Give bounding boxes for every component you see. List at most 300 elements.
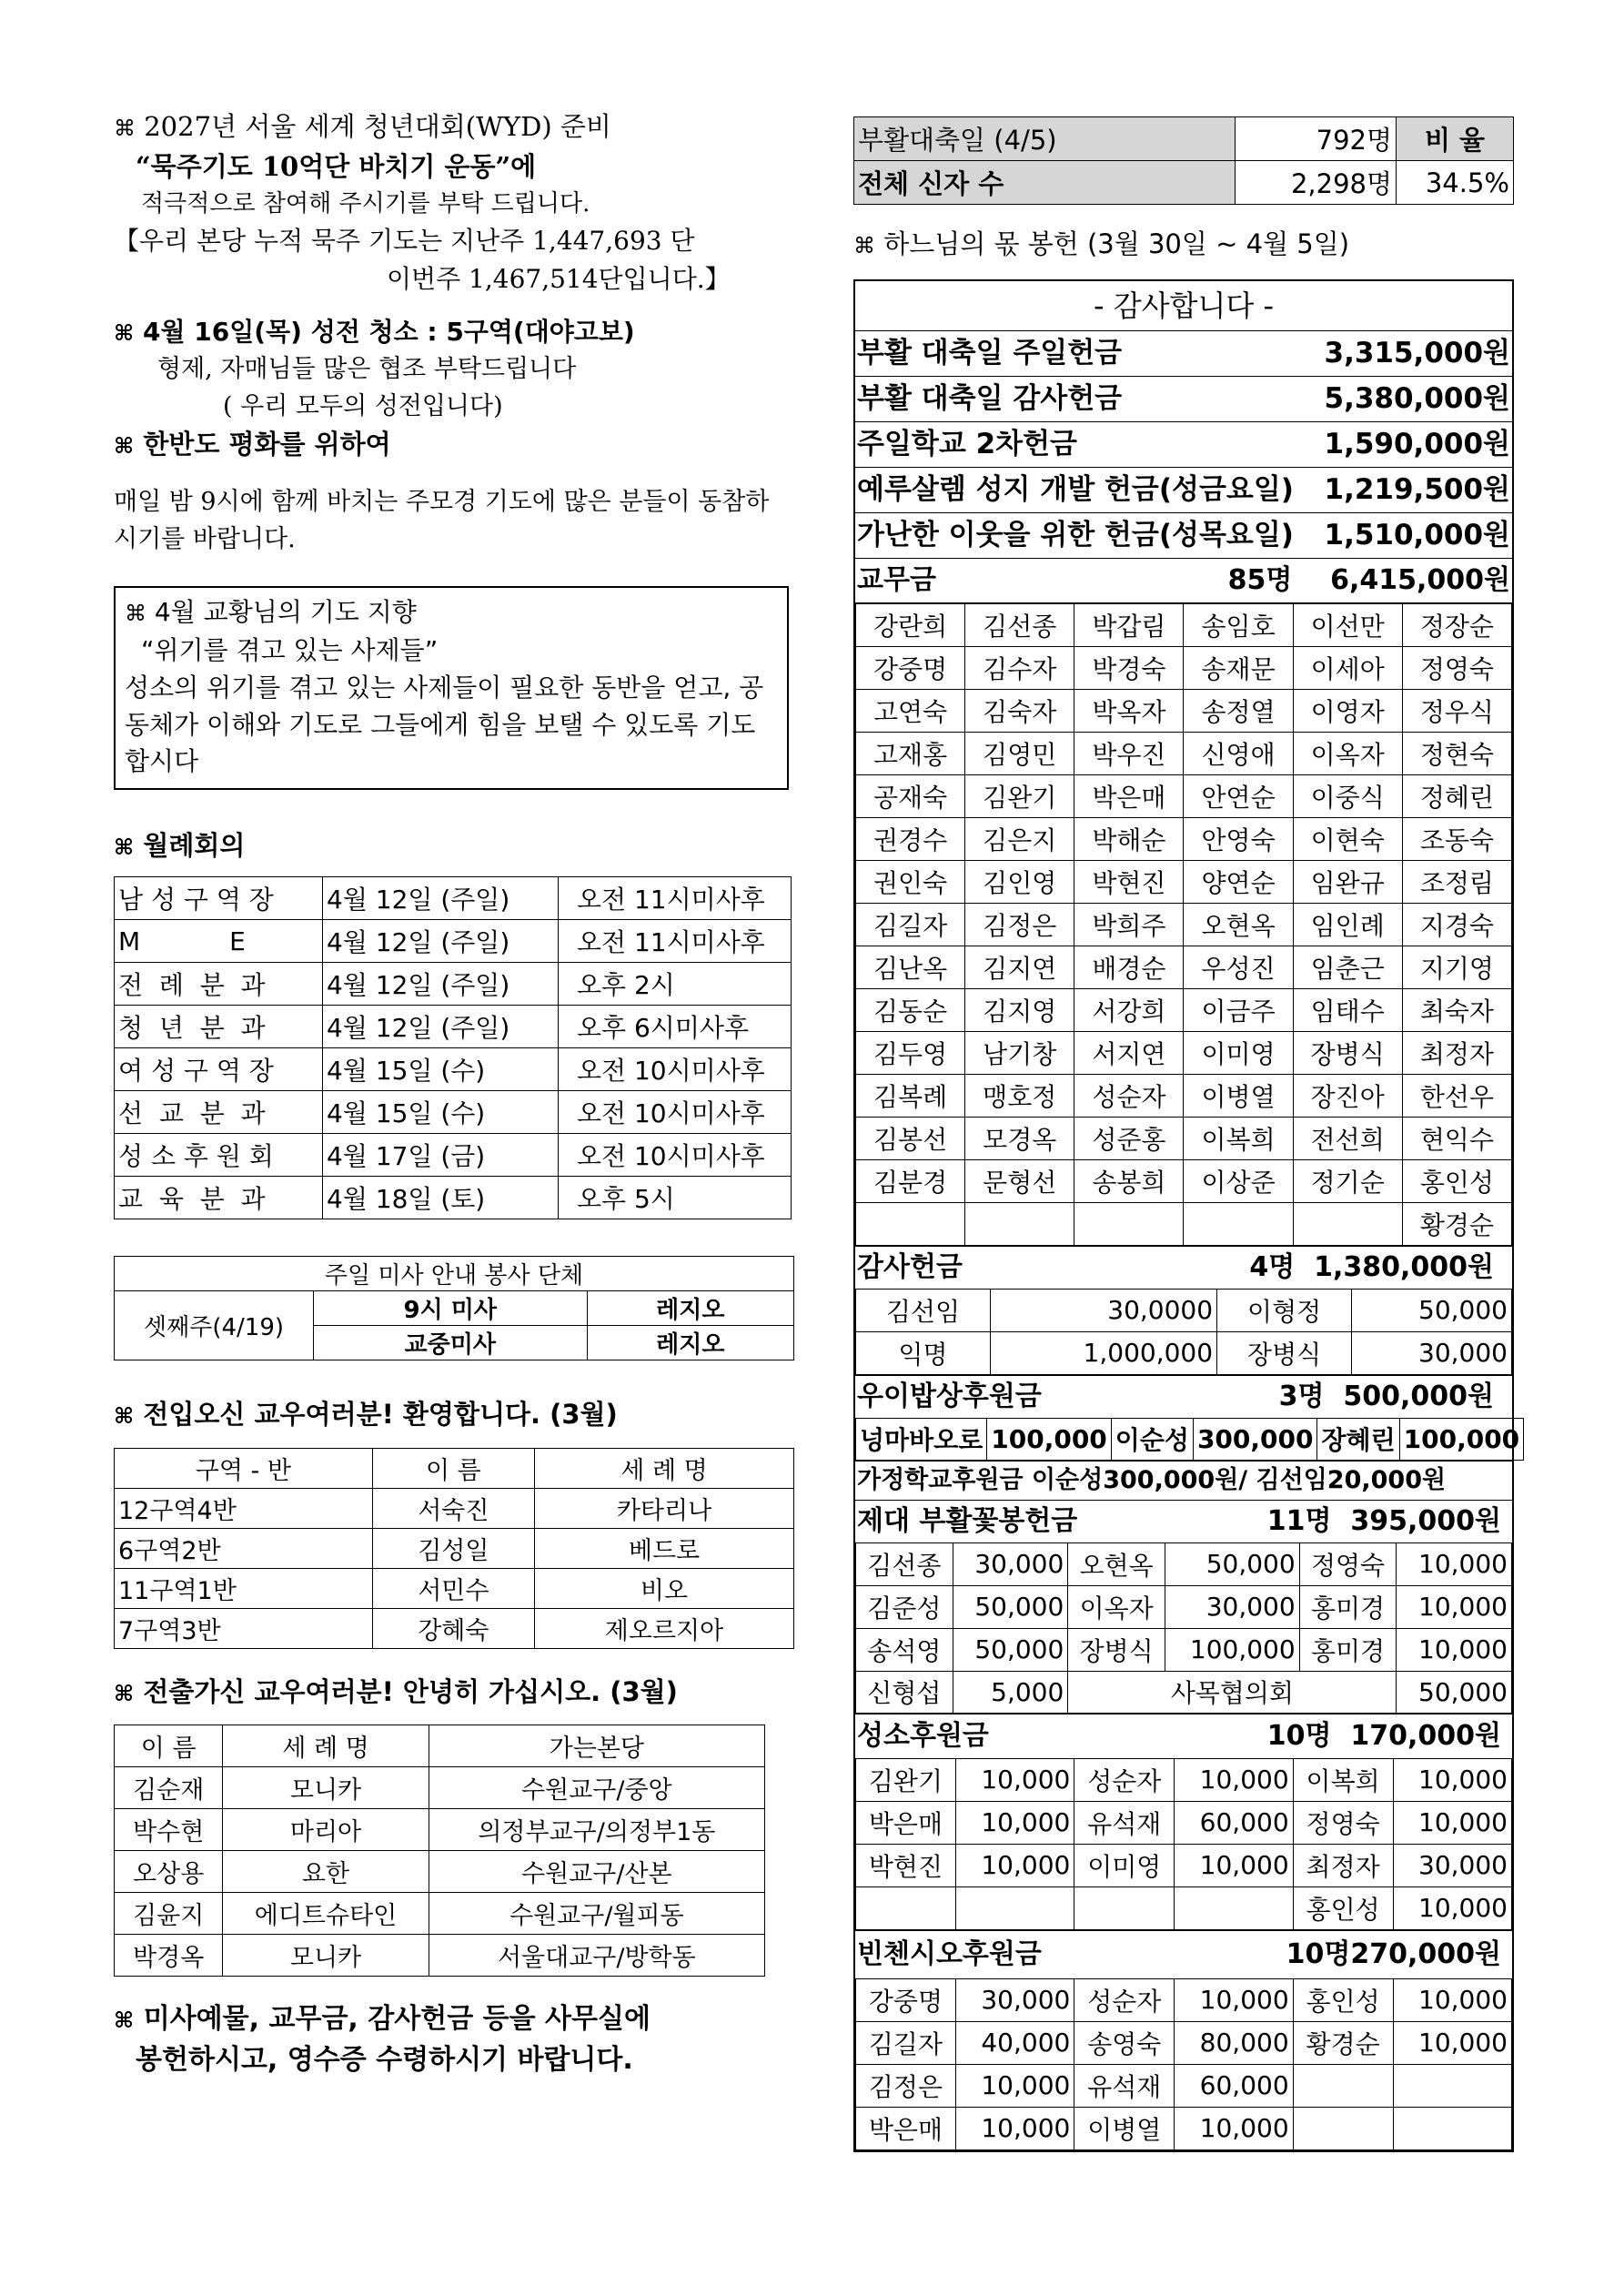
table-row [856,1202,1512,1245]
vocation-count: 10명 [1266,1719,1332,1752]
offering-amount: 3,315,000원 [1324,336,1510,369]
table-row [115,1134,792,1177]
table-cell: 모니카 [223,1767,429,1809]
offering-box [853,279,1520,2152]
donor-name: 김영민 [965,732,1074,774]
donor-name: 장진아 [1293,1074,1402,1117]
donor-name: 박해순 [1074,817,1184,860]
donor-amount [955,1886,1074,1929]
donor-name: 이형정 [1217,1289,1352,1331]
donor-amount: 10,000 [1397,1628,1512,1671]
vincent-header [855,1930,1512,1978]
attendance-value: 2,298명 [1236,161,1397,205]
donor-name: 이병열 [1074,2107,1175,2149]
column-header: 세 례 명 [535,1448,794,1488]
donor-name: 문형선 [965,1159,1074,1202]
offering-item [855,468,1512,513]
donor-name: 정영숙 [1299,1542,1397,1585]
donor-name: 강중명 [856,1978,956,2021]
table-row [856,1031,1512,1074]
donor-name: 유석재 [1074,1801,1175,1844]
meeting-date: 4월 12일 (주일) [323,963,559,1006]
donor-name: 정우식 [1402,689,1511,732]
table-row [856,1801,1512,1844]
donor-name: 박은매 [856,2107,956,2149]
offering-label: 예루살렘 성지 개발 헌금(성금요일) [857,472,1294,506]
donor-name: 권경수 [856,817,965,860]
office-notice [114,1998,796,2080]
thanksgiving-label: 감사헌금 [857,1250,963,1283]
donor-name: 이병열 [1184,1074,1293,1117]
meal-label: 우이밥상후원금 [857,1380,1042,1412]
meal-amount: 500,000원 [1343,1380,1494,1412]
right-column [853,116,1519,2152]
donor-amount: 100,000 [987,1418,1112,1460]
donor-name: 성준홍 [1074,1117,1184,1159]
vocation-header [855,1714,1512,1758]
donor-name: 이옥자 [1293,732,1402,774]
ratio-label: 비 율 [1397,117,1514,161]
moveout-table [114,1725,765,1977]
gyomu-label: 교무금 [857,563,936,596]
donor-name: 박은매 [1074,774,1184,817]
table-row [856,1886,1512,1929]
meeting-date: 4월 15일 (수) [323,1091,559,1134]
vincent-table [855,1978,1512,2150]
donor-amount: 10,000 [955,1801,1074,1844]
donor-name: 김봉선 [856,1117,965,1159]
donor-amount: 80,000 [1175,2021,1293,2064]
wyd-line4: 【우리 본당 누적 묵주 기도는 지난주 1,447,693 단 [114,226,695,256]
offering-heading: 하느님의 몫 봉헌 (3월 30일 ~ 4월 5일) [883,228,1350,259]
donor-amount: 10,000 [955,1844,1074,1886]
table-cell: 수원교구/중앙 [429,1767,764,1809]
bullet-icon: ⌘ [853,233,875,258]
donor-name: 정영숙 [1293,1801,1393,1844]
donor-name: 김준성 [856,1585,953,1628]
donor-name: 성순자 [1074,1978,1175,2021]
donor-name: 정혜린 [1402,774,1511,817]
donor-amount: 1,000,000 [991,1331,1217,1374]
donor-name: 맹호정 [965,1074,1074,1117]
gyomu-header [855,559,1512,603]
table-cell: 박경옥 [115,1935,223,1977]
donor-name [1293,1202,1402,1245]
donor-amount: 10,000 [1393,1978,1511,2021]
guide-mass: 교중미사 [314,1326,588,1360]
donor-amount: 30,000 [955,1978,1074,2021]
meal-count: 3명 [1278,1380,1325,1412]
table-row [856,1074,1512,1117]
donor-name: 우성진 [1184,946,1293,988]
pope-title: 4월 교황님의 기도 지향 [154,597,417,628]
wyd-section [114,107,796,298]
donor-name: 유석재 [1074,2064,1175,2107]
flower-amount: 395,000원 [1350,1504,1501,1537]
flower-label: 제대 부활꽃봉헌금 [857,1504,1078,1537]
donor-amount: 10,000 [1393,1758,1511,1801]
meeting-date: 4월 12일 (주일) [323,920,559,963]
donor-amount: 30,000 [1165,1585,1299,1628]
table-row [856,646,1512,689]
pope-text: 성소의 위기를 겪고 있는 사제들이 필요한 동반을 얻고, 공동체가 이해와 기도로 그들에게 힘을 보탤 수 있도록 기도합시다 [125,673,764,777]
home-school-line: 가정학교후원금 이순성300,000원/ 김선임20,000원 [855,1461,1512,1500]
bullet-icon: ⌘ [114,433,135,459]
pope-quote: “위기를 겪고 있는 사제들” [141,635,439,666]
table-row [856,1117,1512,1159]
table-cell: 7구역3반 [115,1608,373,1648]
table-row [115,877,792,920]
donor-amount [1175,1886,1293,1929]
attendance-label: 부활대축일 (4/5) [854,117,1236,161]
guide-week: 셋째주(4/19) [115,1291,314,1360]
column-header: 이 름 [372,1448,534,1488]
table-row [115,1893,765,1935]
donor-name: 송임호 [1184,603,1293,646]
column-header: 구역 - 반 [115,1448,373,1488]
donor-amount: 50,000 [953,1628,1068,1671]
meeting-group: 성 소 후 원 회 [115,1134,323,1177]
table-row [856,1159,1512,1202]
vocation-label: 성소후원금 [857,1719,989,1752]
donor-name: 김길자 [856,903,965,946]
meeting-date: 4월 18일 (토) [323,1177,559,1219]
meeting-date: 4월 17일 (금) [323,1134,559,1177]
donor-name: 박현진 [1074,860,1184,903]
donor-name: 정현숙 [1402,732,1511,774]
table-row [856,689,1512,732]
donor-name: 임태수 [1293,988,1402,1031]
table-row [115,1851,765,1893]
donor-amount: 10,000 [1175,2107,1293,2149]
thanksgiving-amount: 1,380,000원 [1314,1250,1494,1283]
donor-amount: 10,000 [955,2064,1074,2107]
column-header: 세 례 명 [223,1725,429,1767]
donor-name: 성순자 [1074,1074,1184,1117]
donor-name: 고재홍 [856,732,965,774]
donor-name: 이현숙 [1293,817,1402,860]
offering-amount: 5,380,000원 [1324,381,1510,415]
table-row [856,2021,1512,2064]
meeting-time: 오후 5시 [559,1177,792,1219]
donor-name: 김지영 [965,988,1074,1031]
attendance-table [853,116,1514,205]
table-row [856,817,1512,860]
donor-amount: 10,000 [1175,1978,1293,2021]
table-row [115,1048,792,1091]
offering-item [855,331,1512,377]
table-cell: 김순재 [115,1767,223,1809]
donor-amount: 10,000 [1393,1801,1511,1844]
donor-amount: 50,000 [1397,1671,1512,1713]
donor-name: 정영숙 [1402,646,1511,689]
meeting-date: 4월 12일 (주일) [323,1006,559,1048]
donor-amount: 10,000 [1175,1844,1293,1886]
donor-name: 송봉희 [1074,1159,1184,1202]
table-row [115,1177,792,1219]
donor-name: 이옥자 [1068,1585,1165,1628]
table-row [856,2064,1512,2107]
donor-name: 김수자 [965,646,1074,689]
table-row [856,1844,1512,1886]
donor-amount: 30,000 [1393,1844,1511,1886]
donor-name: 임인례 [1293,903,1402,946]
donor-name: 장병식 [1217,1331,1352,1374]
movein-table [114,1448,794,1649]
left-column [114,107,796,2080]
donor-amount: 100,000 [1165,1628,1299,1671]
donor-name: 익명 [856,1331,991,1374]
donor-name: 조정림 [1402,860,1511,903]
donor-name: 정기순 [1293,1159,1402,1202]
cleaning-line1: 형제, 자매님들 많은 협조 부탁드립니다 [157,355,577,383]
column-header: 이 름 [115,1725,223,1767]
table-row [856,732,1512,774]
donor-name: 이복희 [1293,1758,1393,1801]
donor-amount: 100,000 [1399,1418,1524,1460]
donor-name: 안영숙 [1184,817,1293,860]
donor-name: 장병식 [1293,1031,1402,1074]
table-cell: 마리아 [223,1809,429,1851]
guide-mass: 9시 미사 [314,1291,588,1326]
donor-name: 홍미경 [1299,1628,1397,1671]
table-row [115,963,792,1006]
table-cell: 베드로 [535,1528,794,1568]
donor-amount: 50,000 [1165,1542,1299,1585]
donor-amount: 10,000 [955,1758,1074,1801]
table-row [115,1935,765,1977]
table-row [856,1628,1512,1671]
table-row [856,603,1512,646]
donor-amount: 10,000 [1175,1758,1293,1801]
table-cell: 요한 [223,1851,429,1893]
donor-amount: 5,000 [953,1671,1068,1713]
meeting-group: M E [115,920,323,963]
donor-name: 정장순 [1402,603,1511,646]
donor-amount [1393,2064,1511,2107]
table-cell: 박수현 [115,1809,223,1851]
monthly-meeting-table [114,876,792,1219]
meeting-time: 오후 2시 [559,963,792,1006]
donor-name: 황경순 [1402,1202,1511,1245]
table-row [115,1006,792,1048]
table-row [115,1488,794,1528]
donor-name: 박갑림 [1074,603,1184,646]
donor-name: 강란희 [856,603,965,646]
guide-group: 레지오 [587,1326,793,1360]
flower-count: 11명 [1266,1504,1332,1537]
donor-name: 현익수 [1402,1117,1511,1159]
table-row [856,903,1512,946]
donor-name [1293,2107,1393,2149]
donor-name: 이미영 [1184,1031,1293,1074]
table-cell: 에디트슈타인 [223,1893,429,1935]
donor-name: 이상준 [1184,1159,1293,1202]
table-row [856,1585,1512,1628]
donor-name: 강중명 [856,646,965,689]
donor-amount: 10,000 [1393,2021,1511,2064]
donor-name: 오현옥 [1184,903,1293,946]
office-line2: 봉헌하시고, 영수증 수령하시기 바랍니다. [136,2044,633,2077]
wyd-line1: 2027년 서울 세계 청년대회(WYD) 준비 [144,111,611,142]
donor-name [856,1886,956,1929]
table-row [856,2107,1512,2149]
bullet-icon: ⌘ [125,601,146,627]
meeting-group: 선 교 분 과 [115,1091,323,1134]
donor-amount: 60,000 [1175,2064,1293,2107]
offering-label: 주일학교 2차헌금 [857,427,1077,460]
donor-name [1293,2064,1393,2107]
vincent-label: 빈첸시오후원금 [857,1937,1042,1970]
thanksgiving-table [855,1289,1512,1375]
donor-name: 홍인성 [1293,1886,1393,1929]
meeting-group: 청 년 분 과 [115,1006,323,1048]
donor-name: 김선종 [856,1542,953,1585]
donor-name: 김난옥 [856,946,965,988]
donor-name: 박희주 [1074,903,1184,946]
donor-amount: 50,000 [953,1585,1068,1628]
table-cell: 11구역1반 [115,1568,373,1608]
table-cell: 수원교구/산본 [429,1851,764,1893]
table-row [856,946,1512,988]
donor-amount: 30,000 [953,1542,1068,1585]
donor-name: 서강희 [1074,988,1184,1031]
table-cell: 비오 [535,1568,794,1608]
donor-name: 김숙자 [965,689,1074,732]
table-row [856,1542,1512,1585]
guide-title: 주일 미사 안내 봉사 단체 [115,1257,794,1291]
table-row [856,1758,1512,1801]
donor-name: 최정자 [1293,1844,1393,1886]
pope-intention-box [114,586,789,790]
donor-name: 신영애 [1184,732,1293,774]
table-row [856,1289,1512,1331]
table-cell: 12구역4반 [115,1488,373,1528]
meeting-group: 교 육 분 과 [115,1177,323,1219]
donor-name: 모경옥 [965,1117,1074,1159]
vincent-summary: 10명270,000원 [1286,1937,1501,1970]
table-cell: 서민수 [372,1568,534,1608]
wyd-line2: “묵주기도 10억단 바치기 운동”에 [136,150,537,182]
peace-text: 매일 밤 9시에 함께 바치는 주모경 기도에 많은 분들이 동참하시기를 바랍니다. [114,487,770,554]
attendance-value: 792명 [1236,117,1397,161]
donor-name: 김은지 [965,817,1074,860]
table-cell: 카타리나 [535,1488,794,1528]
donor-name: 김지연 [965,946,1074,988]
donor-name: 장혜린 [1317,1418,1399,1460]
donor-name: 고연숙 [856,689,965,732]
donor-name: 공재숙 [856,774,965,817]
donor-name: 박옥자 [1074,689,1184,732]
offering-amount: 1,219,500원 [1324,472,1510,506]
donor-name: 양연순 [1184,860,1293,903]
donor-amount: 300,000 [1193,1418,1317,1460]
cleaning-section [114,313,796,425]
donor-name: 사목협의회 [1068,1671,1397,1713]
donor-name [1184,1202,1293,1245]
donor-amount: 50,000 [1352,1289,1512,1331]
offering-item [855,377,1512,422]
offering-label: 부활 대축일 주일헌금 [857,336,1123,369]
cleaning-title: 4월 16일(목) 성전 청소 : 5구역(대야고보) [143,317,635,347]
meeting-group: 여 성 구 역 장 [115,1048,323,1091]
donor-name: 홍미경 [1299,1585,1397,1628]
donor-name: 장병식 [1068,1628,1165,1671]
donor-name: 이선만 [1293,603,1402,646]
bullet-icon: ⌘ [114,116,136,141]
table-row [115,1725,765,1767]
donor-name: 한선우 [1402,1074,1511,1117]
table-row [115,1568,794,1608]
table-cell: 서숙진 [372,1488,534,1528]
guide-group: 레지오 [587,1291,793,1326]
meeting-date: 4월 12일 (주일) [323,877,559,920]
donor-name: 권인숙 [856,860,965,903]
donor-name: 이금주 [1184,988,1293,1031]
monthly-title: 월례회의 [143,829,246,861]
meeting-time: 오전 10시미사후 [559,1048,792,1091]
donor-name: 김완기 [856,1758,956,1801]
ratio-value: 34.5% [1397,161,1514,205]
peace-title: 한반도 평화를 위하여 [143,429,391,460]
donor-name: 김인영 [965,860,1074,903]
cleaning-line2: ( 우리 모두의 성전입니다) [223,391,503,420]
donor-name: 배경순 [1074,946,1184,988]
donor-name: 이세아 [1293,646,1402,689]
donor-amount: 10,000 [955,2107,1074,2149]
thanksgiving-count: 4명 [1249,1250,1296,1283]
donor-name: 남기창 [965,1031,1074,1074]
donor-amount: 30,000 [1352,1331,1512,1374]
meal-header [855,1375,1512,1418]
gyomu-names-table [855,603,1512,1246]
table-row [856,1331,1512,1374]
donor-name: 넝마바오로 [856,1418,987,1460]
donor-name: 김복례 [856,1074,965,1117]
donor-name: 조동숙 [1402,817,1511,860]
table-row [115,1767,765,1809]
donor-name [856,1202,965,1245]
table-row [115,920,792,963]
donor-name: 지기영 [1402,946,1511,988]
table-row [115,1448,794,1488]
offering-amount: 1,590,000원 [1324,427,1510,460]
donor-name: 이영자 [1293,689,1402,732]
table-row [856,860,1512,903]
table-row [856,988,1512,1031]
table-row [115,1528,794,1568]
donor-name: 이복희 [1184,1117,1293,1159]
donor-name: 송정열 [1184,689,1293,732]
donor-name: 홍인성 [1293,1978,1393,2021]
donor-name: 김선임 [856,1289,991,1331]
donor-name: 최정자 [1402,1031,1511,1074]
table-cell: 오상용 [115,1851,223,1893]
donor-name: 이순성 [1111,1418,1193,1460]
donor-name: 서지연 [1074,1031,1184,1074]
donor-name: 홍인성 [1402,1159,1511,1202]
bullet-icon: ⌘ [114,2008,135,2034]
table-cell: 서울대교구/방학동 [429,1935,764,1977]
donor-amount: 10,000 [1397,1542,1512,1585]
table-row [856,1418,1524,1460]
donor-name: 최숙자 [1402,988,1511,1031]
gyomu-amount: 6,415,000원 [1330,563,1510,596]
meeting-group: 전 례 분 과 [115,963,323,1006]
donor-name [1074,1886,1175,1929]
donor-amount: 10,000 [1397,1585,1512,1628]
offering-label: 가난한 이웃을 위한 헌금(성목요일) [857,518,1294,551]
